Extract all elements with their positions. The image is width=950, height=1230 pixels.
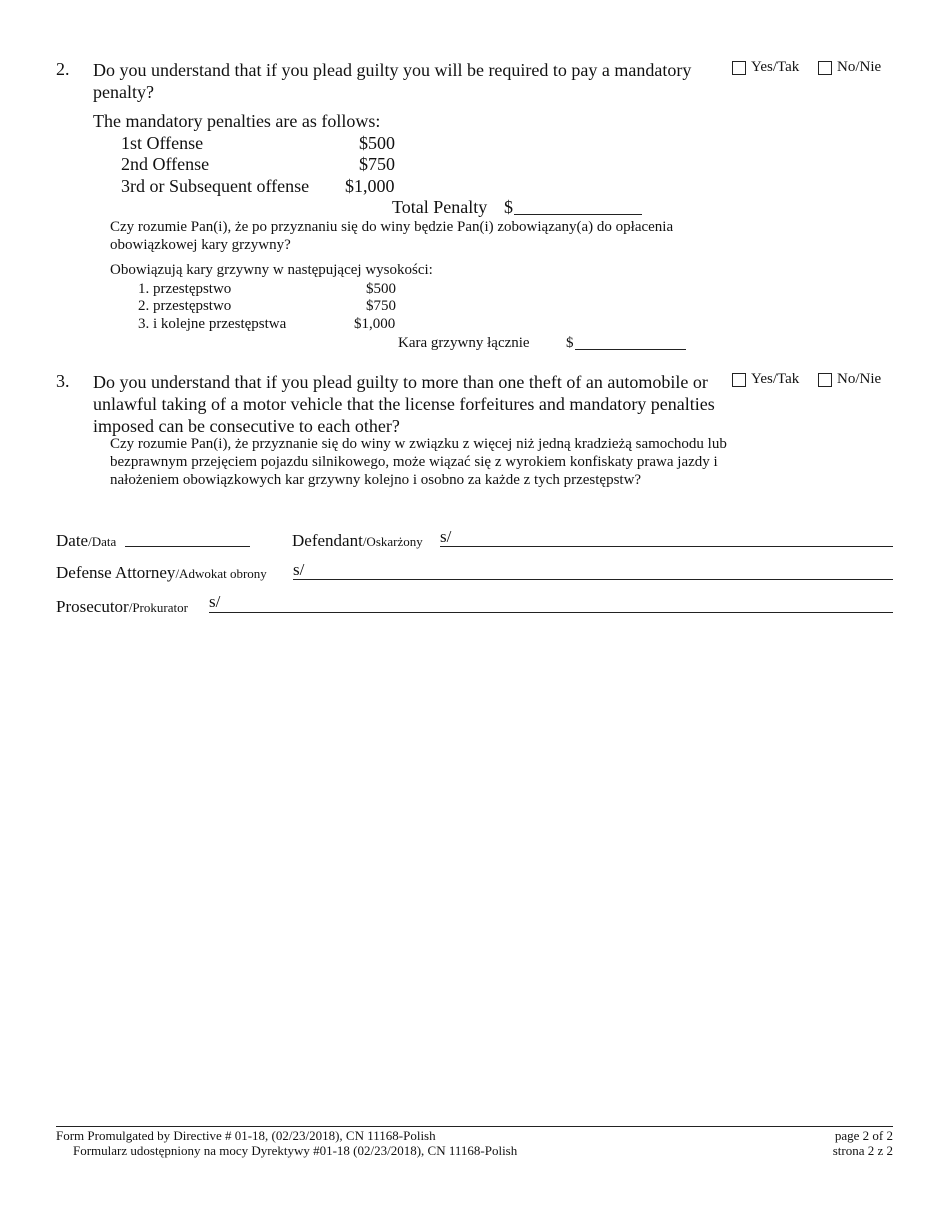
- date-label-en: Date: [56, 531, 89, 550]
- footer-page-number-polish: strona 2 z 2: [832, 1143, 893, 1158]
- q3-no-label: No/Nie: [837, 371, 882, 387]
- attorney-label-en: Defense Attorney: [56, 563, 176, 582]
- total-penalty-label: Total Penalty: [392, 197, 488, 217]
- question-2-number: 2.: [56, 59, 70, 79]
- penalties-heading: The mandatory penalties are as follows:: [93, 111, 381, 131]
- penalty-offense: 1st Offense: [121, 133, 204, 153]
- q2-yes-label: Yes/Tak: [751, 59, 800, 75]
- date-label-pl: /Data: [88, 534, 117, 549]
- q3-no-checkbox[interactable]: [818, 371, 881, 388]
- prosecutor-signature-field[interactable]: [209, 612, 893, 613]
- prosecutor-label-en: Prosecutor: [56, 597, 129, 616]
- penalty-amount: $750: [359, 154, 395, 174]
- checkbox-icon[interactable]: [732, 61, 746, 75]
- checkbox-icon[interactable]: [818, 61, 832, 75]
- q2-yes-checkbox[interactable]: [732, 59, 799, 76]
- q3-polish-question: Czy rozumie Pan(i), że przyznanie się do winy w związku z więcej niż jedną kradzieżą samochodu lub bezprawnym przejęciem pojazdu silnikowego, może wiązać się z wyrokiem konfiskaty prawa jazdy i nałożeniem obowiązkowych kar grzywny kolejno i osobno za każde z tych przestępstw?: [110, 436, 727, 488]
- question-3-number: 3.: [56, 371, 70, 391]
- footer-form-line-polish: Formularz udostępniony na mocy Dyrektywy #01-18 (02/23/2018), CN 11168-Polish: [73, 1143, 518, 1158]
- polish-total-label: Kara grzywny łącznie: [398, 335, 530, 351]
- polish-penalty-amount: $750: [366, 298, 396, 314]
- defendant-label-pl: /Oskarżony: [362, 534, 423, 549]
- polish-penalty-amount: $500: [366, 281, 396, 297]
- polish-penalty-amount: $1,000: [354, 316, 396, 332]
- q2-polish-question: Czy rozumie Pan(i), że po przyznaniu się do winy będzie Pan(i) zobowiązany(a) do opłacenia obowiązkowej kary grzywny?: [110, 219, 674, 253]
- total-penalty-currency: $: [504, 197, 513, 217]
- prosecutor-label: [56, 597, 188, 617]
- polish-penalty-offense: 1. przestępstwo: [138, 281, 232, 297]
- q3-yes-checkbox[interactable]: [732, 371, 799, 388]
- defendant-signature-field[interactable]: [440, 546, 893, 547]
- penalty-amount: $1,000: [345, 176, 395, 196]
- question-2-text: Do you understand that if you plead guilty you will be required to pay a mandatory penalty?: [93, 60, 692, 102]
- q3-yes-label: Yes/Tak: [751, 371, 800, 387]
- penalty-amount: $500: [359, 133, 395, 153]
- checkbox-icon[interactable]: [732, 373, 746, 387]
- attorney-signature: s/: [293, 560, 305, 579]
- polish-total-currency: $: [566, 335, 574, 351]
- polish-total-field[interactable]: [575, 349, 686, 350]
- polish-penalty-offense: 2. przestępstwo: [138, 298, 232, 314]
- checkbox-icon[interactable]: [818, 373, 832, 387]
- defendant-label-en: Defendant: [292, 531, 363, 550]
- attorney-label: [56, 563, 267, 583]
- prosecutor-label-pl: /Prokurator: [128, 600, 188, 615]
- defendant-signature: s/: [440, 527, 452, 546]
- penalty-offense: 3rd or Subsequent offense: [121, 176, 310, 196]
- penalty-offense: 2nd Offense: [121, 154, 210, 174]
- date-field[interactable]: [125, 546, 250, 547]
- q2-no-checkbox[interactable]: [818, 59, 881, 76]
- q2-no-label: No/Nie: [837, 59, 882, 75]
- prosecutor-signature: s/: [209, 592, 221, 611]
- polish-penalties-heading: Obowiązują kary grzywny w następującej wysokości:: [110, 262, 433, 278]
- attorney-label-pl: /Adwokat obrony: [175, 566, 267, 581]
- date-label: [56, 531, 116, 551]
- attorney-signature-field[interactable]: [293, 579, 893, 580]
- footer-form-line: Form Promulgated by Directive # 01-18, (02/23/2018), CN 11168-Polish: [56, 1128, 436, 1143]
- footer-page-number: page 2 of 2: [834, 1128, 893, 1143]
- total-penalty-field[interactable]: [514, 214, 642, 215]
- question-3-text: Do you understand that if you plead guilty to more than one theft of an automobile or unlawful taking of a motor vehicle that the license forfeitures and mandatory penalties imposed can be consecutive to each other?: [93, 372, 715, 436]
- footer-divider: [56, 1126, 893, 1127]
- polish-penalty-offense: 3. i kolejne przestępstwa: [138, 316, 287, 332]
- defendant-label: [292, 531, 423, 551]
